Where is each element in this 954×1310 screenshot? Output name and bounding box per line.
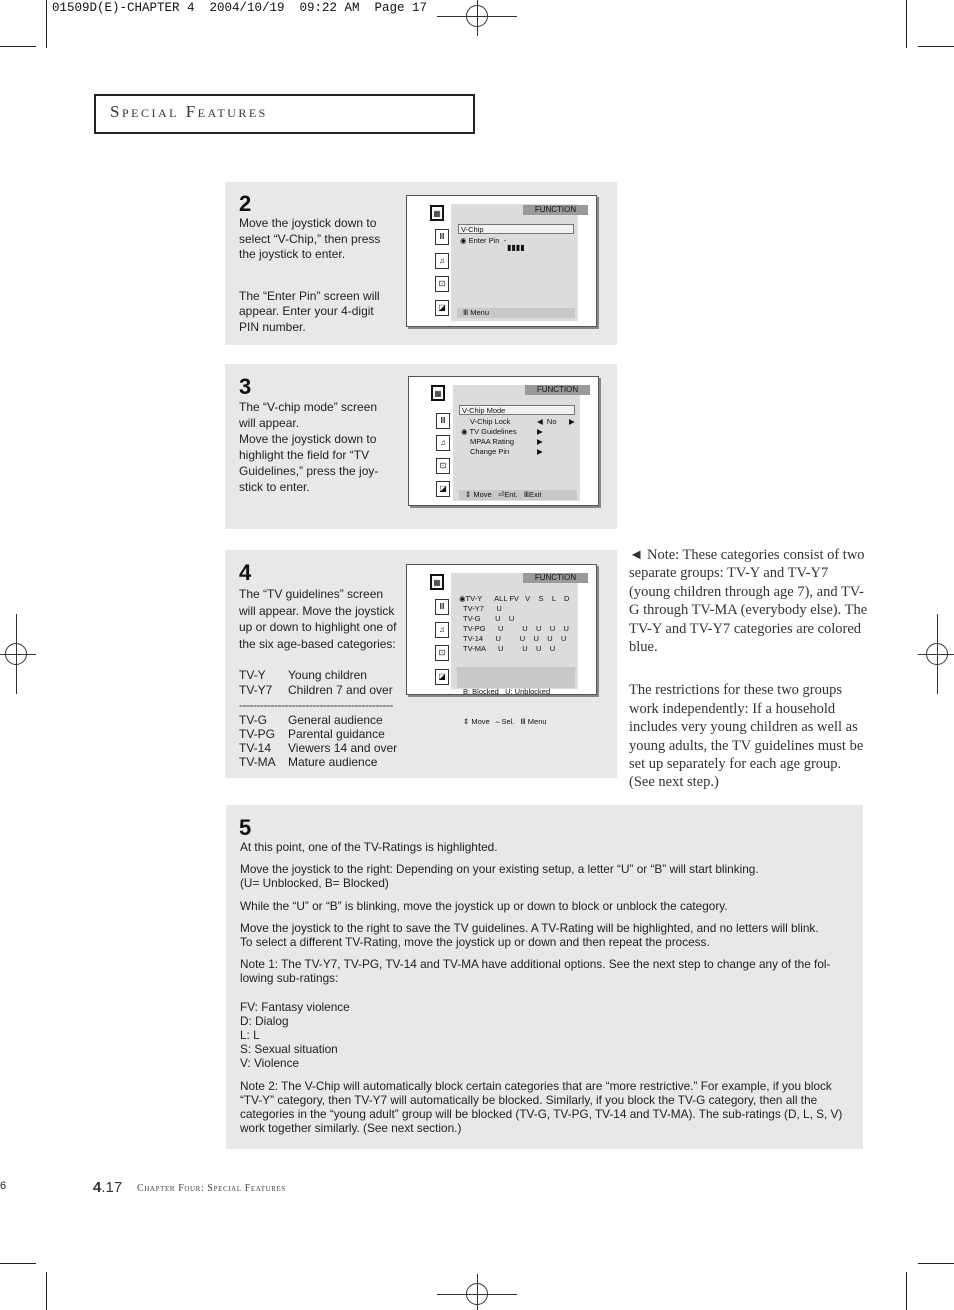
sound-icon: Ⅲ (435, 229, 449, 245)
step-2-instruction: Move the joystick down to select “V-Chip,” then press the joystick to enter. (239, 216, 381, 261)
section-title: Special Features (110, 102, 268, 121)
osd-rating-line: TV-14 U U U U U (459, 634, 567, 643)
step-5-note-2: Note 2: The V-Chip will automatically block certain categories that are “more restrictive.” For example, if you block “TV-Y” category, then TV-Y7 will automatically be blocked. Similarly, if you block the TV-G category, then all the categories in the “young adult” group will be blocked (TV-G, TV-PG, TV-14 and TV-MA). The sub-ratings (D, L, S, V) work together similarly. (See next section.) (240, 1078, 843, 1136)
osd-arrow: ▶ (537, 437, 543, 446)
rating-row (239, 755, 399, 769)
tv-screen-vchip (406, 195, 597, 327)
side-note (629, 546, 869, 792)
tv-screen-tv-guidelines (406, 564, 597, 726)
osd-rating-line: TV-PG U U U U U (459, 624, 569, 633)
step-number: 2 (239, 191, 252, 216)
step-5-text (240, 840, 852, 1143)
step-number: 3 (239, 374, 252, 399)
step-5-line: Move the joystick to the right to save the TV guidelines. A TV-Rating will be highlighted, and no letters will blink. (240, 920, 819, 935)
osd-row-tv-guidelines: ◉ TV Guidelines (461, 427, 517, 436)
step-number: 5 (239, 815, 252, 840)
step-5-note-1: Note 1: The TV-Y7, TV-PG, TV-14 and TV-MA have additional options. See the next step to change any of the fol-lowing sub-ratings: (240, 957, 831, 986)
subrating-item: L: L (240, 1028, 260, 1043)
crop-mark (46, 0, 47, 48)
crop-mark (918, 46, 954, 47)
crop-mark (0, 46, 36, 47)
chapter-number: 4 (93, 1179, 102, 1196)
osd-menu-bar: Ⅲ Menu (457, 308, 575, 318)
osd-lock-value: ◀ No ▶ (537, 417, 575, 426)
picture-icon: ▦ (430, 574, 444, 590)
tv-screen-vchip-mode (408, 376, 599, 506)
step-4-text (239, 586, 401, 652)
osd-rating-line: TV-G U U (459, 614, 515, 623)
osd-rating-line: ◉TV-Y ALL FV V S L D (459, 594, 570, 603)
crop-mark (906, 1272, 907, 1310)
crop-mark (918, 1263, 954, 1264)
rating-table-kids (239, 668, 399, 769)
subrating-list (240, 1000, 852, 1071)
step-2-text (239, 216, 384, 335)
rating-code: TV-Y7 (239, 683, 273, 697)
step-5-line: (U= Unblocked, B= Blocked) (240, 876, 389, 891)
step-5-para (240, 921, 852, 949)
step-3-text (239, 399, 389, 495)
rating-desc: Viewers 14 and over (288, 741, 398, 755)
sound-icon: Ⅲ (436, 413, 450, 429)
registration-mark (477, 0, 478, 36)
osd-arrow: ▶ (537, 447, 543, 456)
page-suffix: .17 (101, 1179, 123, 1196)
registration-mark (477, 1274, 478, 1310)
sound-icon: Ⅲ (435, 599, 449, 615)
subrating-item: V: Violence (240, 1056, 300, 1071)
osd-row-vchip-lock: V-Chip Lock (470, 417, 511, 426)
rating-code: TV-MA (239, 755, 276, 769)
rating-desc: Parental guidance (288, 727, 385, 741)
osd-legend-bar (457, 667, 575, 726)
step-5-para (240, 862, 852, 890)
osd-row-mpaa-rating: MPAA Rating (470, 437, 515, 446)
step-5-line: Move the joystick to the right: Depending on your existing setup, a letter “U” or “B” will start blinking. (240, 862, 759, 877)
registration-mark (16, 614, 17, 694)
osd-vchip-highlight: V-Chip (458, 224, 574, 234)
osd-function-header: FUNCTION (523, 205, 588, 215)
rating-row (239, 713, 399, 727)
registration-mark (937, 614, 938, 694)
rating-divider: -------------------------------------------- (239, 699, 393, 711)
osd-rating-line: TV-MA U U U U (459, 644, 556, 653)
osd-nav-bar: ⇕ Move ⏎Ent. ⅢExit (459, 490, 577, 500)
rating-code: TV-PG (239, 727, 276, 741)
footer-chapter-title: Chapter Four: Special Features (137, 1183, 286, 1194)
rating-desc: General audience (288, 713, 383, 727)
osd-function-header: FUNCTION (523, 573, 588, 583)
osd-function-header: FUNCTION (525, 385, 590, 395)
rating-row (239, 668, 399, 682)
rating-desc: Young children (288, 668, 367, 682)
registration-mark (918, 654, 954, 655)
rating-desc: Mature audience (288, 755, 378, 769)
rating-code: TV-G (239, 713, 268, 727)
rating-desc: Children 7 and over (288, 683, 393, 697)
step-3-intro: The “V-chip mode” screen will appear. (239, 400, 378, 430)
rating-row (239, 683, 399, 697)
osd-nav: ⇕ Move ⇔Sel. Ⅲ Menu (463, 717, 547, 726)
music-icon: ♫ (435, 622, 449, 638)
side-note-categories: ◄ Note: These categories consist of two separate groups: TV-Y and TV-Y7 (young children through age 7), and TV-G through TV-MA (everybody else). The TV-Y and TV-Y7 categories are colored blue. (629, 547, 868, 656)
function-icon: ◪ (435, 669, 449, 685)
channel-icon: ⊡ (435, 645, 449, 661)
step-5-para: While the “U” or “B” is blinking, move the joystick up or down to block or unblock the category. (240, 898, 728, 913)
osd-legend: B: Blocked U: Unblocked (463, 687, 551, 696)
osd-enter-pin-row: ◉ Enter Pin - (460, 236, 507, 245)
rating-row (239, 727, 399, 741)
crop-mark (906, 0, 907, 48)
channel-icon: ⊡ (435, 276, 449, 292)
crop-mark (46, 1272, 47, 1310)
music-icon: ♫ (436, 435, 450, 451)
function-icon: ◪ (436, 481, 450, 497)
osd-rating-line: TV-Y7 U (459, 604, 502, 613)
step-number: 4 (239, 560, 252, 585)
rating-code: TV-Y (239, 668, 266, 682)
osd-vchip-mode-highlight: V-Chip Mode (459, 405, 575, 415)
osd-pin-dashes: ▮▮▮▮ (507, 243, 525, 252)
music-icon: ♫ (435, 253, 449, 269)
registration-mark (0, 654, 36, 655)
step-5-para: At this point, one of the TV-Ratings is highlighted. (240, 840, 498, 854)
subrating-item: D: Dialog (240, 1013, 289, 1028)
rating-code: TV-14 (239, 741, 272, 755)
step-2-note: The “Enter Pin” screen will appear. Enter your 4-digit PIN number. (239, 288, 380, 334)
step-4-instruction: The “TV guidelines” screen will appear. Move the joystick up or down to highlight one of the six age-based categories: (239, 587, 397, 651)
side-note-restrictions: The restrictions for these two groups work independently: If a household includes very young children as well as young adults, the TV guidelines must be set up separately for each age group. (See next step.) (629, 682, 864, 791)
picture-icon: ▦ (430, 205, 444, 221)
step-3-instruction: Move the joystick down to highlight the field for “TV Guidelines,” press the joy-stick to enter. (239, 432, 379, 494)
osd-panel (451, 204, 578, 321)
edge-mark: 6 (0, 1180, 7, 1192)
channel-icon: ⊡ (436, 458, 450, 474)
print-slug: 01509D(E)-CHAPTER 4 2004/10/19 09:22 AM Page 17 (52, 1, 428, 15)
picture-icon: ▦ (431, 385, 445, 401)
osd-row-change-pin: Change Pin (470, 447, 510, 456)
function-icon: ◪ (435, 300, 449, 316)
osd-arrow: ▶ (537, 427, 543, 436)
subrating-item: FV: Fantasy violence (240, 999, 350, 1014)
subrating-item: S: Sexual situation (240, 1042, 338, 1057)
crop-mark (0, 1263, 36, 1264)
page-number (93, 1179, 122, 1196)
step-5-line: To select a different TV-Rating, move the joystick up or down and then repeat the process. (240, 935, 710, 950)
rating-row (239, 741, 399, 755)
